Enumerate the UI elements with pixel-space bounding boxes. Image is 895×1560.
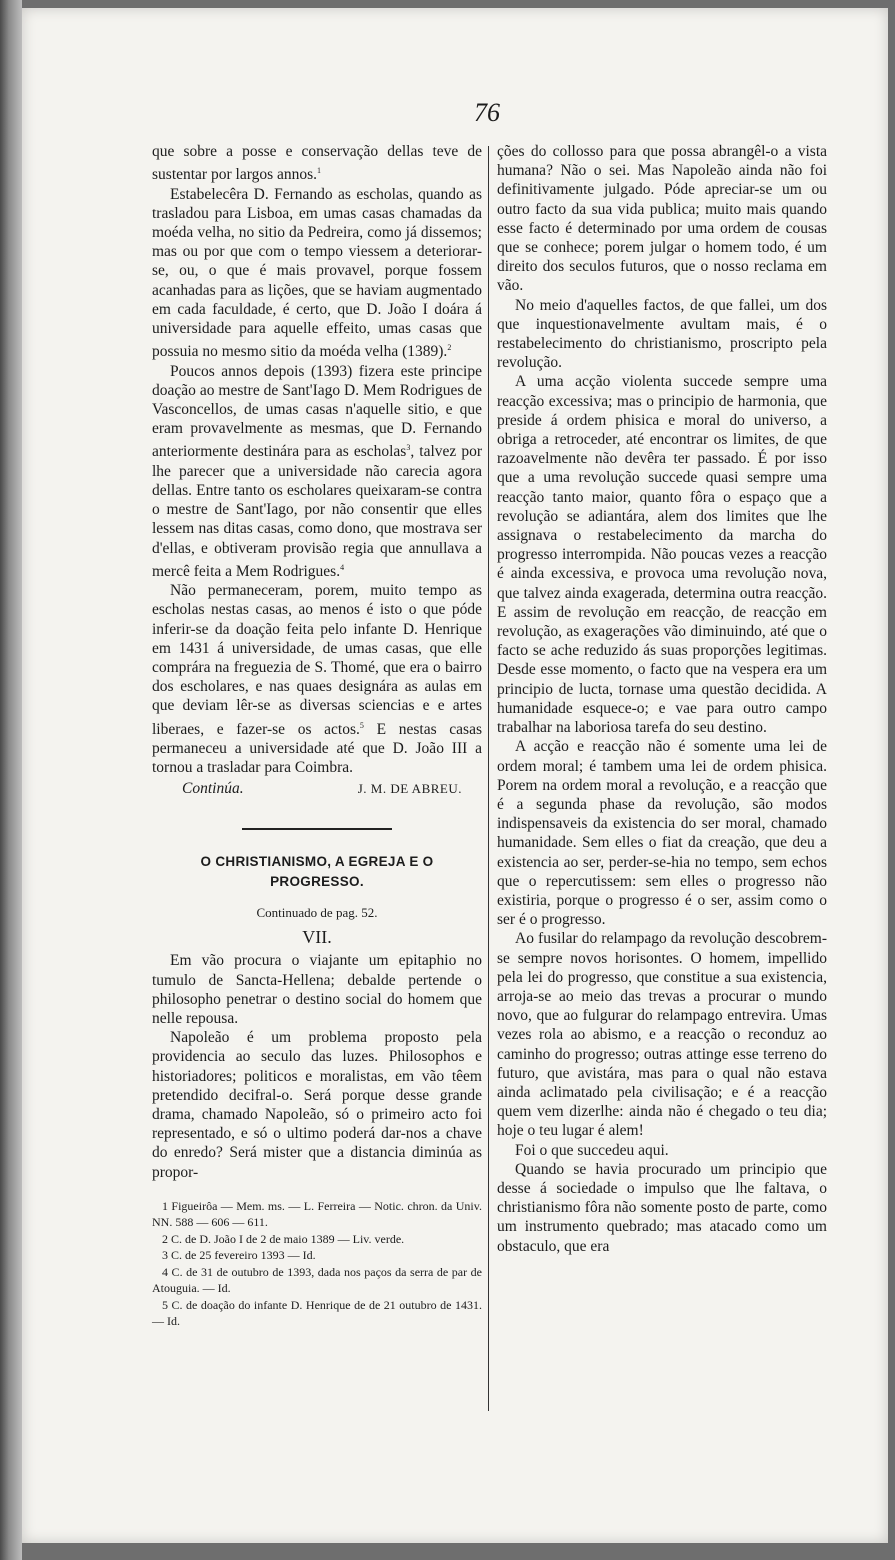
left-column: [152, 142, 482, 1330]
paragraph: Ao fusilar do relampago da revolução descobrem-se sempre novos horisontes. O homem, impellido pela lei do progresso, que constitue a sua existencia, arroja-se ao meio das trevas a procurar o mundo novo, que ao fulgurar do relampago entrevira. Umas vezes rola ao abismo, e a reacção o reconduz ao caminho do progresso; outras attinge esse terreno do futuro, que avistára, mas para o qual não estava ainda aclimatado pela civilisação; e é a reacção quem vem dizerlhe: ainda não é chegado o teu dia; hoje o teu lugar é alem!: [497, 930, 827, 1140]
paragraph-text: Não permaneceram, porem, muito tempo as escholas nestas casas, ao menos é isto o que póde inferir-se da doação feita pelo infante D. Henrique em 1431 á universidade, de umas casas, que elle comprára na freguezia de S. Thomé, que era o bairro dos escholares, e nas quaes designára as aulas em que deviam lêr-se as diversas sciencias e e artes liberaes, e fazer-se os actos.: [152, 582, 482, 738]
page-number: 76: [474, 98, 500, 127]
paragraph: No meio d'aquelles factos, de que fallei, um dos que inquestionavelmente avultam mais, é o restabelecimento do christianismo, proscripto pela revolução.: [497, 296, 827, 372]
footnote: 4 C. de 31 de outubro de 1393, dada nos paços da serra de par de Atouguia. — Id.: [152, 1264, 482, 1296]
book-spine: [0, 0, 22, 1560]
paragraph: A acção e reacção não é somente uma lei de ordem moral; é tambem uma lei de ordem phisica. Porem na ordem moral a revolução, e a reacção que é a segunda phase da revolução, são modos indispensaveis da existencia do ser moral, chamado humanidade. Sem elles o fiat da creação, que deu a existencia ao ser, perder-se-hia no tempo, sem echos que o repercutissem: sem elles o progresso não existiria, porque o progresso é o ser, assim como o ser é o progresso.: [497, 738, 827, 929]
footnote: 5 C. de doação do infante D. Henrique de de 21 outubro de 1431. — Id.: [152, 1297, 482, 1329]
paragraph: Quando se havia procurado um principio que desse á sociedade o impulso que lhe faltava, o christianismo fôra não somente posto de parte, como um instrumento quebrado; mas atacado como um obstaculo, que era: [497, 1160, 827, 1255]
footnote-ref: 3: [406, 443, 411, 453]
paragraph: Napoleão é um problema proposto pela providencia ao seculo das luzes. Philosophos e historiadores; politicos e moralistas, em vão têem pretendido decifral-o. Será porque desse grande drama, chamado Napoleão, só o primeiro acto foi representado, e só o ultimo poderá dar-nos a chave do enredo? Será mister que a distancia diminúa as propor-: [152, 1029, 482, 1181]
section-title: O CHRISTIANISMO, A EGREJA E O PROGRESSO.: [200, 854, 434, 889]
footnote-ref: 5: [359, 720, 364, 730]
signature-line: [152, 779, 482, 798]
footnotes: [152, 1198, 482, 1330]
paragraph-text: que sobre a posse e conservação dellas teve de sustentar por largos annos.: [152, 143, 482, 184]
paragraph: [152, 142, 482, 185]
right-column: [497, 142, 827, 1256]
footnote-ref: 1: [317, 166, 322, 176]
paragraph: [152, 581, 482, 777]
paragraph: ções do collosso para que possa abrangêl-o a vista humana? Não o sei. Mas Napoleão ainda não foi definitivamente julgado. Póde apreciar-se um ou outro facto da sua vida publica; muito mais quando esse facto é determinado por uma ordem de cousas que se conhece; porem julgar o homem todo, é um direito dos seculos futuros, que o nosso reclama em vão.: [497, 143, 827, 295]
author-name: J. M. DE ABREU.: [357, 781, 462, 797]
paragraph: Em vão procura o viajante um epitaphio no tumulo de Sancta-Hellena; debalde pertende o philosopho penetrar o destino social do homem que nelle repousa.: [152, 952, 482, 1027]
paragraph: [152, 185, 482, 362]
section-subtitle: Continuado de pag. 52.: [256, 904, 378, 920]
paragraph-text: Estabelecêra D. Fernando as escholas, quando as trasladou para Lisboa, em umas casas chamadas da moéda velha, no sitio da Pedreira, como já dissemos; mas ou por que com o tempo viessem a deteriorar-se, ou, o que é mais provavel, porque fossem acanhadas para as lições, que se haviam augmentado em cada faculdade, é certo, que D. João I doára á universidade para aquelle effeito, umas casas que possuia no mesmo sitio da moéda velha (1389).: [152, 185, 482, 361]
footnote: 2 C. de D. João I de 2 de maio 1389 — Liv. verde.: [162, 1231, 405, 1246]
paragraph-text: E nestas casas permaneceu a universidade até que D. João III a tornou a trasladar para Coimbra.: [152, 720, 482, 777]
footnote-ref: 4: [340, 562, 345, 572]
section-rule: [242, 828, 392, 830]
footnote: 3 C. de 25 fevereiro 1393 — Id.: [162, 1248, 316, 1263]
footnote-ref: 2: [447, 343, 452, 353]
section-number: VII.: [302, 927, 332, 948]
paragraph: Foi o que succedeu aqui.: [515, 1141, 669, 1159]
continua-label: Continúa.: [182, 780, 244, 798]
paragraph: A uma acção violenta succede sempre uma reacção excessiva; mas o principio de harmonia, que preside á ordem phisica e moral do universo, a obriga a retroceder, até encontrar os limites, de que razoavelmente não devêra ter passado. É por isso que a uma revolução succede quasi sempre uma reacção tanto maior, quanto fôra o espaço que a revolução se adiantára, alem dos limites que lhe assignava o restabelecimento da marcha do progresso interrompida. Não poucas vezes a reacção é ainda excessiva, e provoca uma revolução nova, que talvez ainda exagerada, determina outra reacção. E assim de revolução em reacção, de reacção em revolução, as exagerações vão diminuindo, até que o facto se ache reduzido ás suas proporções legitimas. Desde esse momento, o facto que na vespera era um principio de lucta, tornase uma questão decidida. A humanidade esquece-o; e vae para outro campo trabalhar na laboriosa tarefa do seu destino.: [497, 373, 827, 737]
paragraph-text: Poucos annos depois (1393) fizera este principe doação ao mestre de Sant'Iago D. Mem Rodrigues de Vasconcellos, de umas casas n'aquelle sitio, e que eram provavelmente as mesmas, que D. Fernando anteriormente destinára para as escholas: [152, 362, 482, 461]
footnote: 1 Figueirôa — Mem. ms. — L. Ferreira — Notic. chron. da Univ. NN. 588 — 606 — 611.: [152, 1198, 482, 1230]
column-divider: [488, 146, 489, 1411]
paragraph: [152, 362, 482, 582]
paragraph-text: , talvez por lhe parecer que a universidade não carecia agora dellas. Entre tanto os escholares queixaram-se contra o mestre de Sant'Iago, por não consentir que elles lessem nas ditas casas, como dono, que mostrava ser d'ellas, e obtiveram provisão regia que annullava a mercê feita a Mem Rodrigues.: [152, 443, 482, 580]
